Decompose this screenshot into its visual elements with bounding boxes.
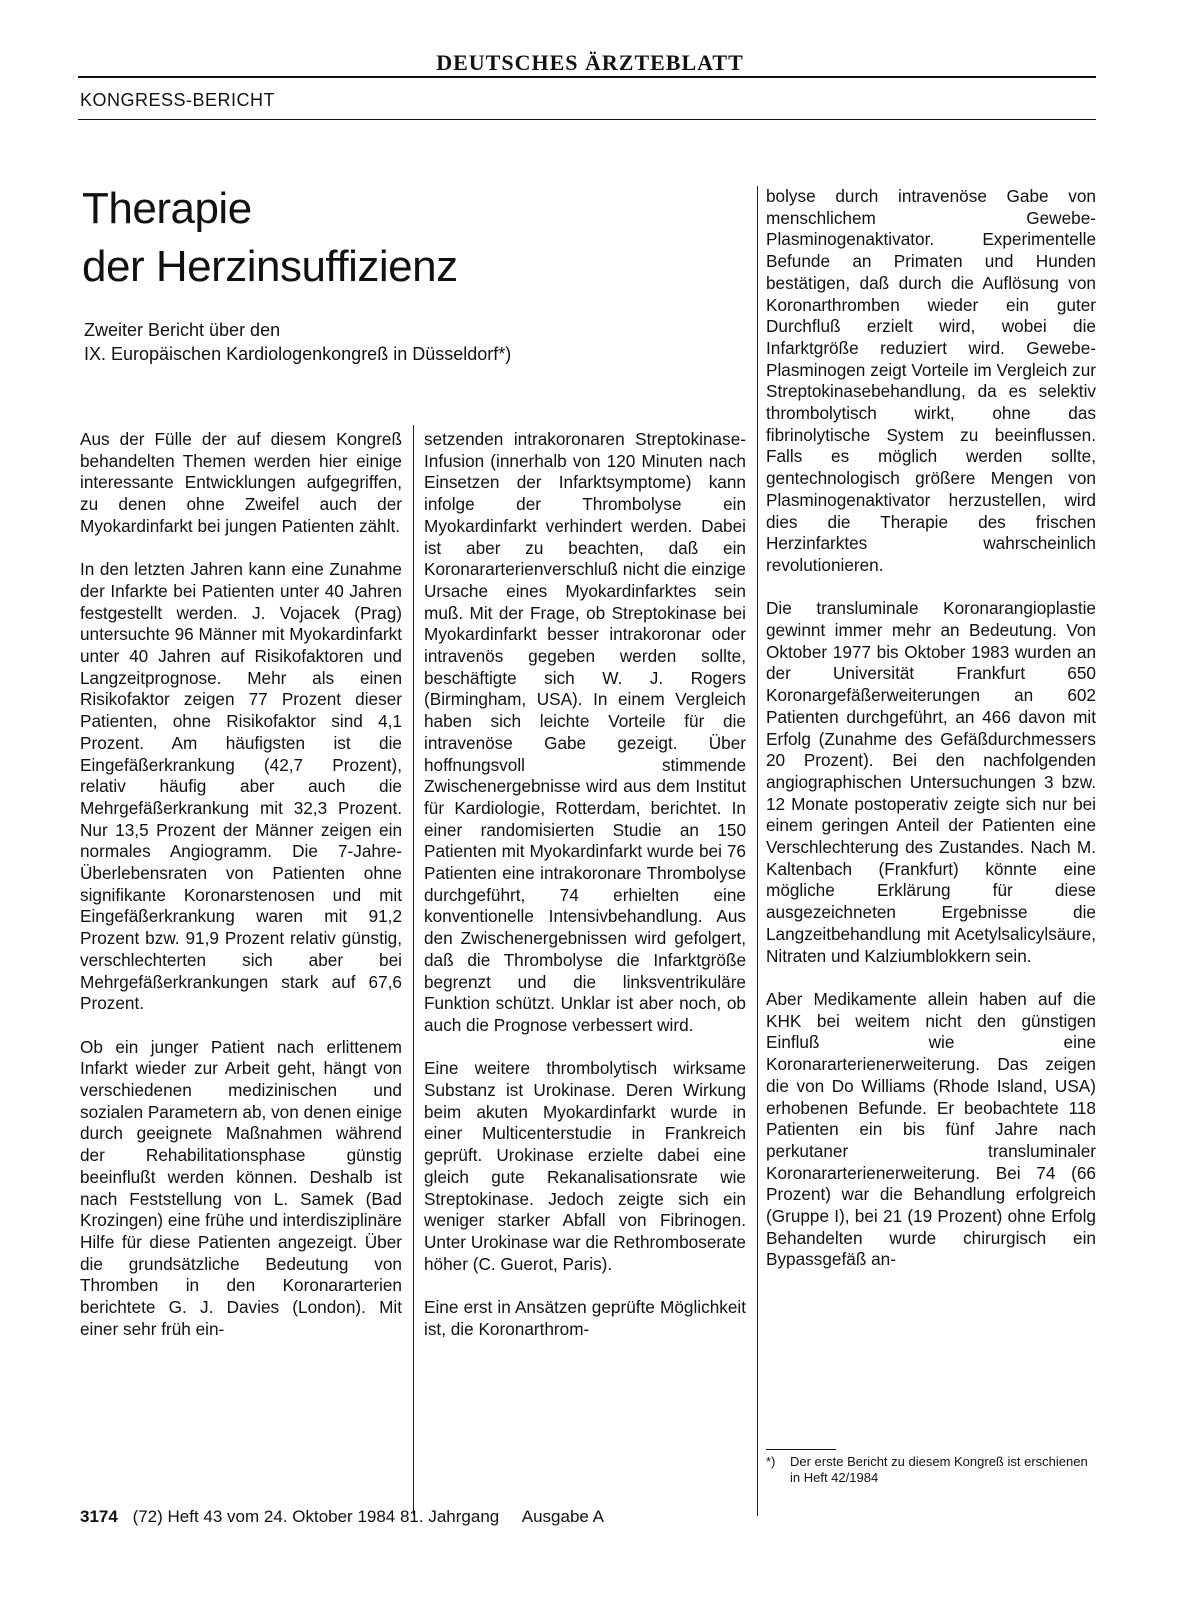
- paragraph: Aus der Fülle der auf diesem Kongreß behandelten Themen werden hier einige interessante Entwicklungen aufgegriffen, zu denen ohne Zweifel auch der Myokardinfarkt bei jungen Patienten zählt.: [80, 429, 402, 536]
- text-column-2: [424, 429, 746, 1362]
- page-number: 3174: [80, 1507, 118, 1526]
- title-line: der Herzinsuffizienz: [82, 242, 458, 291]
- title-line: Therapie: [82, 184, 252, 233]
- section-label: KONGRESS-BERICHT: [80, 90, 276, 110]
- text-column-1: [80, 429, 402, 1362]
- column-divider: [413, 425, 414, 1515]
- paragraph: Aber Medikamente allein haben auf die KHK bei weitem nicht den günstigen Einfluß wie eine Koronararterienerweiterung. Das zeigen die von Do Williams (Rhode Island, USA) erhobenen Befunde. Er beobachtete 118 Patienten ein bis fünf Jahre nach perkutaner transluminaler Koronararterienerweiterung. Bei 74 (66 Prozent) war die Behandlung erfolgreich (Gruppe I), bei 21 (19 Prozent) ohne Erfolg Behandelten wurde chirurgisch ein Bypassgefäß an-: [766, 988, 1096, 1270]
- article-title: [82, 180, 722, 296]
- edition-label: Ausgabe A: [521, 1507, 605, 1526]
- text-column-3: [766, 186, 1096, 1293]
- footnote: [766, 1454, 1096, 1486]
- paragraph: bolyse durch intravenöse Gabe von menschlichem Gewebe-Plasminogenaktivator. Experimentelle Befunde an Primaten und Hunden bestätigen, daß durch die Auflösung von Koronarthromben wieder ein guter Durchfluß erzielt wird, wobei die Infarktgröße reduziert wird. Gewebe-Plasminogen zeigt Vorteile im Vergleich zur Streptokinasebehandlung, da es selektiv thrombolytisch wirkt, ohne das fibrinolytische System zu beeinflussen. Falls es möglich werden sollte, gentechnologisch größere Mengen von Plasminogenaktivator herzustellen, wird dies die Therapie des frischen Herzinfarktes wahrscheinlich revolutionieren.: [766, 186, 1096, 575]
- masthead: DEUTSCHES ÄRZTEBLATT: [436, 50, 744, 75]
- article-subtitle: [84, 318, 704, 366]
- subtitle-line: IX. Europäischen Kardiologenkongreß in Düsseldorf*): [84, 344, 512, 364]
- paragraph: Eine erst in Ansätzen geprüfte Möglichkeit ist, die Koronarthrom-: [424, 1297, 746, 1339]
- page-footer: [80, 1507, 604, 1527]
- issue-info: (72) Heft 43 vom 24. Oktober 1984 81. Jahrgang: [132, 1507, 500, 1526]
- footnote-mark: *): [766, 1454, 776, 1469]
- paragraph: Ob ein junger Patient nach erlittenem Infarkt wieder zur Arbeit geht, hängt von verschiedenen medizinischen und sozialen Parametern ab, von denen einige durch geeignete Maßnahmen während der Rehabilitationsphase günstig beeinflußt werden können. Deshalb ist nach Feststellung von L. Samek (Bad Krozingen) eine frühe und interdisziplinäre Hilfe für diese Patienten angezeigt. Über die grundsätzliche Bedeutung von Thromben in den Koronararterien berichtete G. J. Davies (London). Mit einer sehr früh ein-: [80, 1036, 403, 1339]
- paragraph: setzenden intrakoronaren Streptokinase-Infusion (innerhalb von 120 Minuten nach Einsetzen der Infarktsymptome) kann infolge der Thrombolyse ein Myokardinfarkt verhindert werden. Dabei ist aber zu beachten, daß ein Koronararterienverschluß nicht die einzige Ursache eines Myokardinfarktes sein muß. Mit der Frage, ob Streptokinase bei Myokardinfarkt besser intrakoronar oder intravenös gegeben werden sollte, beschäftigte sich W. J. Rogers (Birmingham, USA). In einem Vergleich haben sich leichte Vorteile für die intravenöse Gabe gezeigt. Über hoffnungsvoll stimmende Zwischenergebnisse wird aus dem Institut für Kardiologie, Rotterdam, berichtet. In einer randomisierten Studie an 150 Patienten mit Myokardinfarkt wurde bei 76 Patienten eine intrakoronare Thrombolyse durchgeführt, 74 erhielten eine konventionelle Intensivbehandlung. Aus den Zwischenergebnissen wird gefolgert, daß die Thrombolyse die Infarktgröße begrenzt und die linksventrikuläre Funktion schützt. Unklar ist aber noch, ob auch die Prognose verbessert wird.: [424, 429, 746, 1035]
- header-rule: [78, 76, 1096, 78]
- subtitle-line: Zweiter Bericht über den: [84, 320, 281, 340]
- column-divider: [757, 186, 758, 1516]
- footnote-rule: [766, 1449, 836, 1450]
- section-rule: [78, 119, 1096, 120]
- paragraph: In den letzten Jahren kann eine Zunahme der Infarkte bei Patienten unter 40 Jahren festgestellt werden. J. Vojacek (Prag) untersuchte 96 Männer mit Myokardinfarkt unter 40 Jahren auf Risikofaktoren und Langzeitprognose. Mehr als einen Risikofaktor zeigen 77 Prozent dieser Patienten, ohne Risikofaktor sind 4,1 Prozent. Am häufigsten ist die Eingefäßerkrankung (42,7 Prozent), relativ häufig aber auch die Mehrgefäßerkrankung mit 32,3 Prozent. Nur 13,5 Prozent der Männer zeigen ein normales Angiogramm. Die 7-Jahre-Überlebensraten von Patienten ohne signifikante Koronarstenosen und mit Eingefäßerkrankung waren mit 91,2 Prozent bzw. 91,9 Prozent relativ günstig, verschlechterten sich aber bei Mehrgefäßerkrankungen stark auf 67,6 Prozent.: [80, 559, 402, 1014]
- paragraph: Die transluminale Koronarangioplastie gewinnt immer mehr an Bedeutung. Von Oktober 1977 bis Oktober 1983 wurden an der Universität Frankfurt 650 Koronargefäßerweiterungen an 602 Patienten durchgeführt, an 466 davon mit Erfolg (Zunahme des Gefäßdurchmessers 20 Prozent). Bei den nachfolgenden angiographischen Untersuchungen 3 bzw. 12 Monate postoperativ zeigte sich nur bei einem geringen Anteil der Patienten eine Verschlechterung des Zustandes. Nach M. Kaltenbach (Frankfurt) könnte eine mögliche Erklärung für diese ausgezeichneten Ergebnisse die Langzeitbehandlung mit Acetylsalicylsäure, Nitraten und Kalziumblokkern sein.: [766, 598, 1096, 966]
- paragraph: Eine weitere thrombolytisch wirksame Substanz ist Urokinase. Deren Wirkung beim akuten Myokardinfarkt wurde in einer Multicenterstudie in Frankreich geprüft. Urokinase erzielte dabei eine gleich gute Rekanalisationsrate wie Streptokinase. Jedoch zeigte sich ein weniger starker Abfall von Fibrinogen. Unter Urokinase war die Rethromboserate höher (C. Guerot, Paris).: [424, 1058, 746, 1274]
- footnote-text: Der erste Bericht zu diesem Kongreß ist erschienen in Heft 42/1984: [790, 1454, 1088, 1485]
